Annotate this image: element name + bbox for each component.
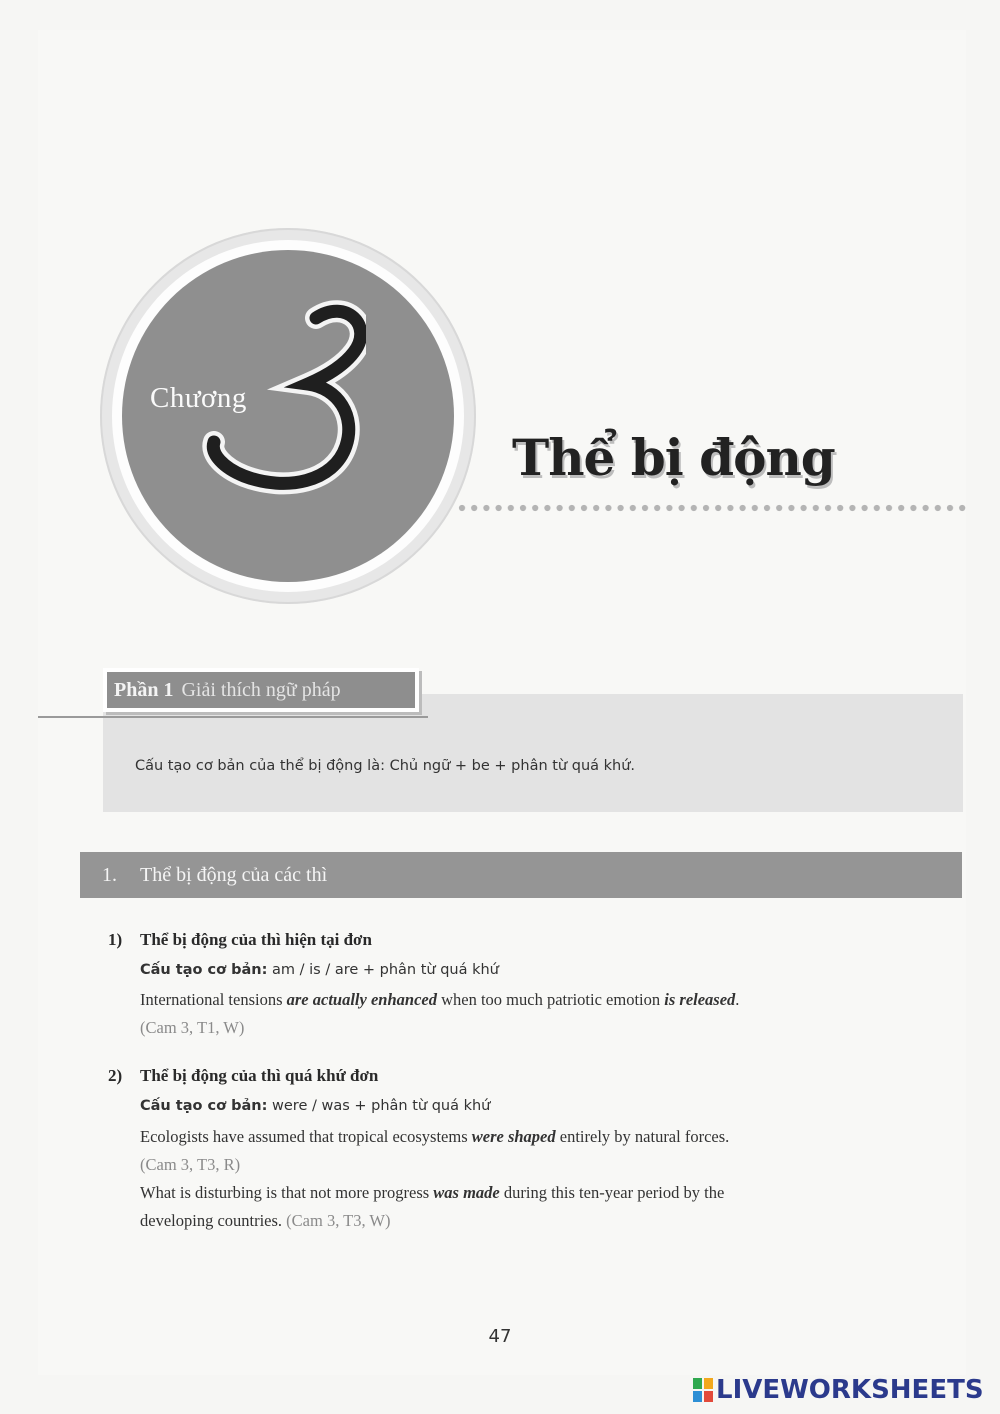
chapter-number-3-graphic <box>196 296 366 496</box>
page-number: 47 <box>488 1326 512 1347</box>
item-heading: 1) Thể bị động của thì hiện tại đơn <box>108 930 372 949</box>
part-tab <box>103 668 419 712</box>
dotted-rule <box>458 502 966 514</box>
part-label: Phần 1 <box>114 679 174 701</box>
chapter-label: Chương <box>150 382 247 414</box>
part-title: Giải thích ngữ pháp <box>181 679 341 701</box>
example-sentence: Ecologists have assumed that tropical ecosystems were shaped entirely by natural forces. <box>140 1127 730 1146</box>
intro-text: Cấu tạo cơ bản của thể bị động là: Chủ ngữ + be + phân từ quá khứ. <box>135 758 636 774</box>
structure-line: Cấu tạo cơ bản: am / is / are + phân từ quá khứ <box>140 962 499 978</box>
intro-be: be <box>471 758 490 774</box>
chapter-title: Thể bị động <box>512 428 835 487</box>
section-title: Thể bị động của các thì <box>140 864 328 886</box>
citation: (Cam 3, T1, W) <box>140 1018 245 1037</box>
structure-line: Cấu tạo cơ bản: were / was + phân từ quá khứ <box>140 1098 491 1114</box>
section-heading-bar <box>80 852 962 898</box>
citation: (Cam 3, T3, W) <box>286 1211 391 1230</box>
section-number: 1. <box>102 864 117 886</box>
example-sentence-continued: developing countries. (Cam 3, T3, W) <box>140 1211 391 1230</box>
divider-line <box>38 716 428 718</box>
example-sentence: What is disturbing is that not more progress was made during this ten-year period by the <box>140 1183 725 1202</box>
liveworksheets-logo-icon <box>693 1378 713 1402</box>
example-sentence: International tensions are actually enhanced when too much patriotic emotion is released. <box>140 990 740 1009</box>
citation: (Cam 3, T3, R) <box>140 1155 241 1174</box>
item-heading: 2) Thể bị động của thì quá khứ đơn <box>108 1066 379 1085</box>
liveworksheets-logo[interactable] <box>693 1374 984 1406</box>
brand-name: LIVEWORKSHEETS <box>716 1375 984 1405</box>
